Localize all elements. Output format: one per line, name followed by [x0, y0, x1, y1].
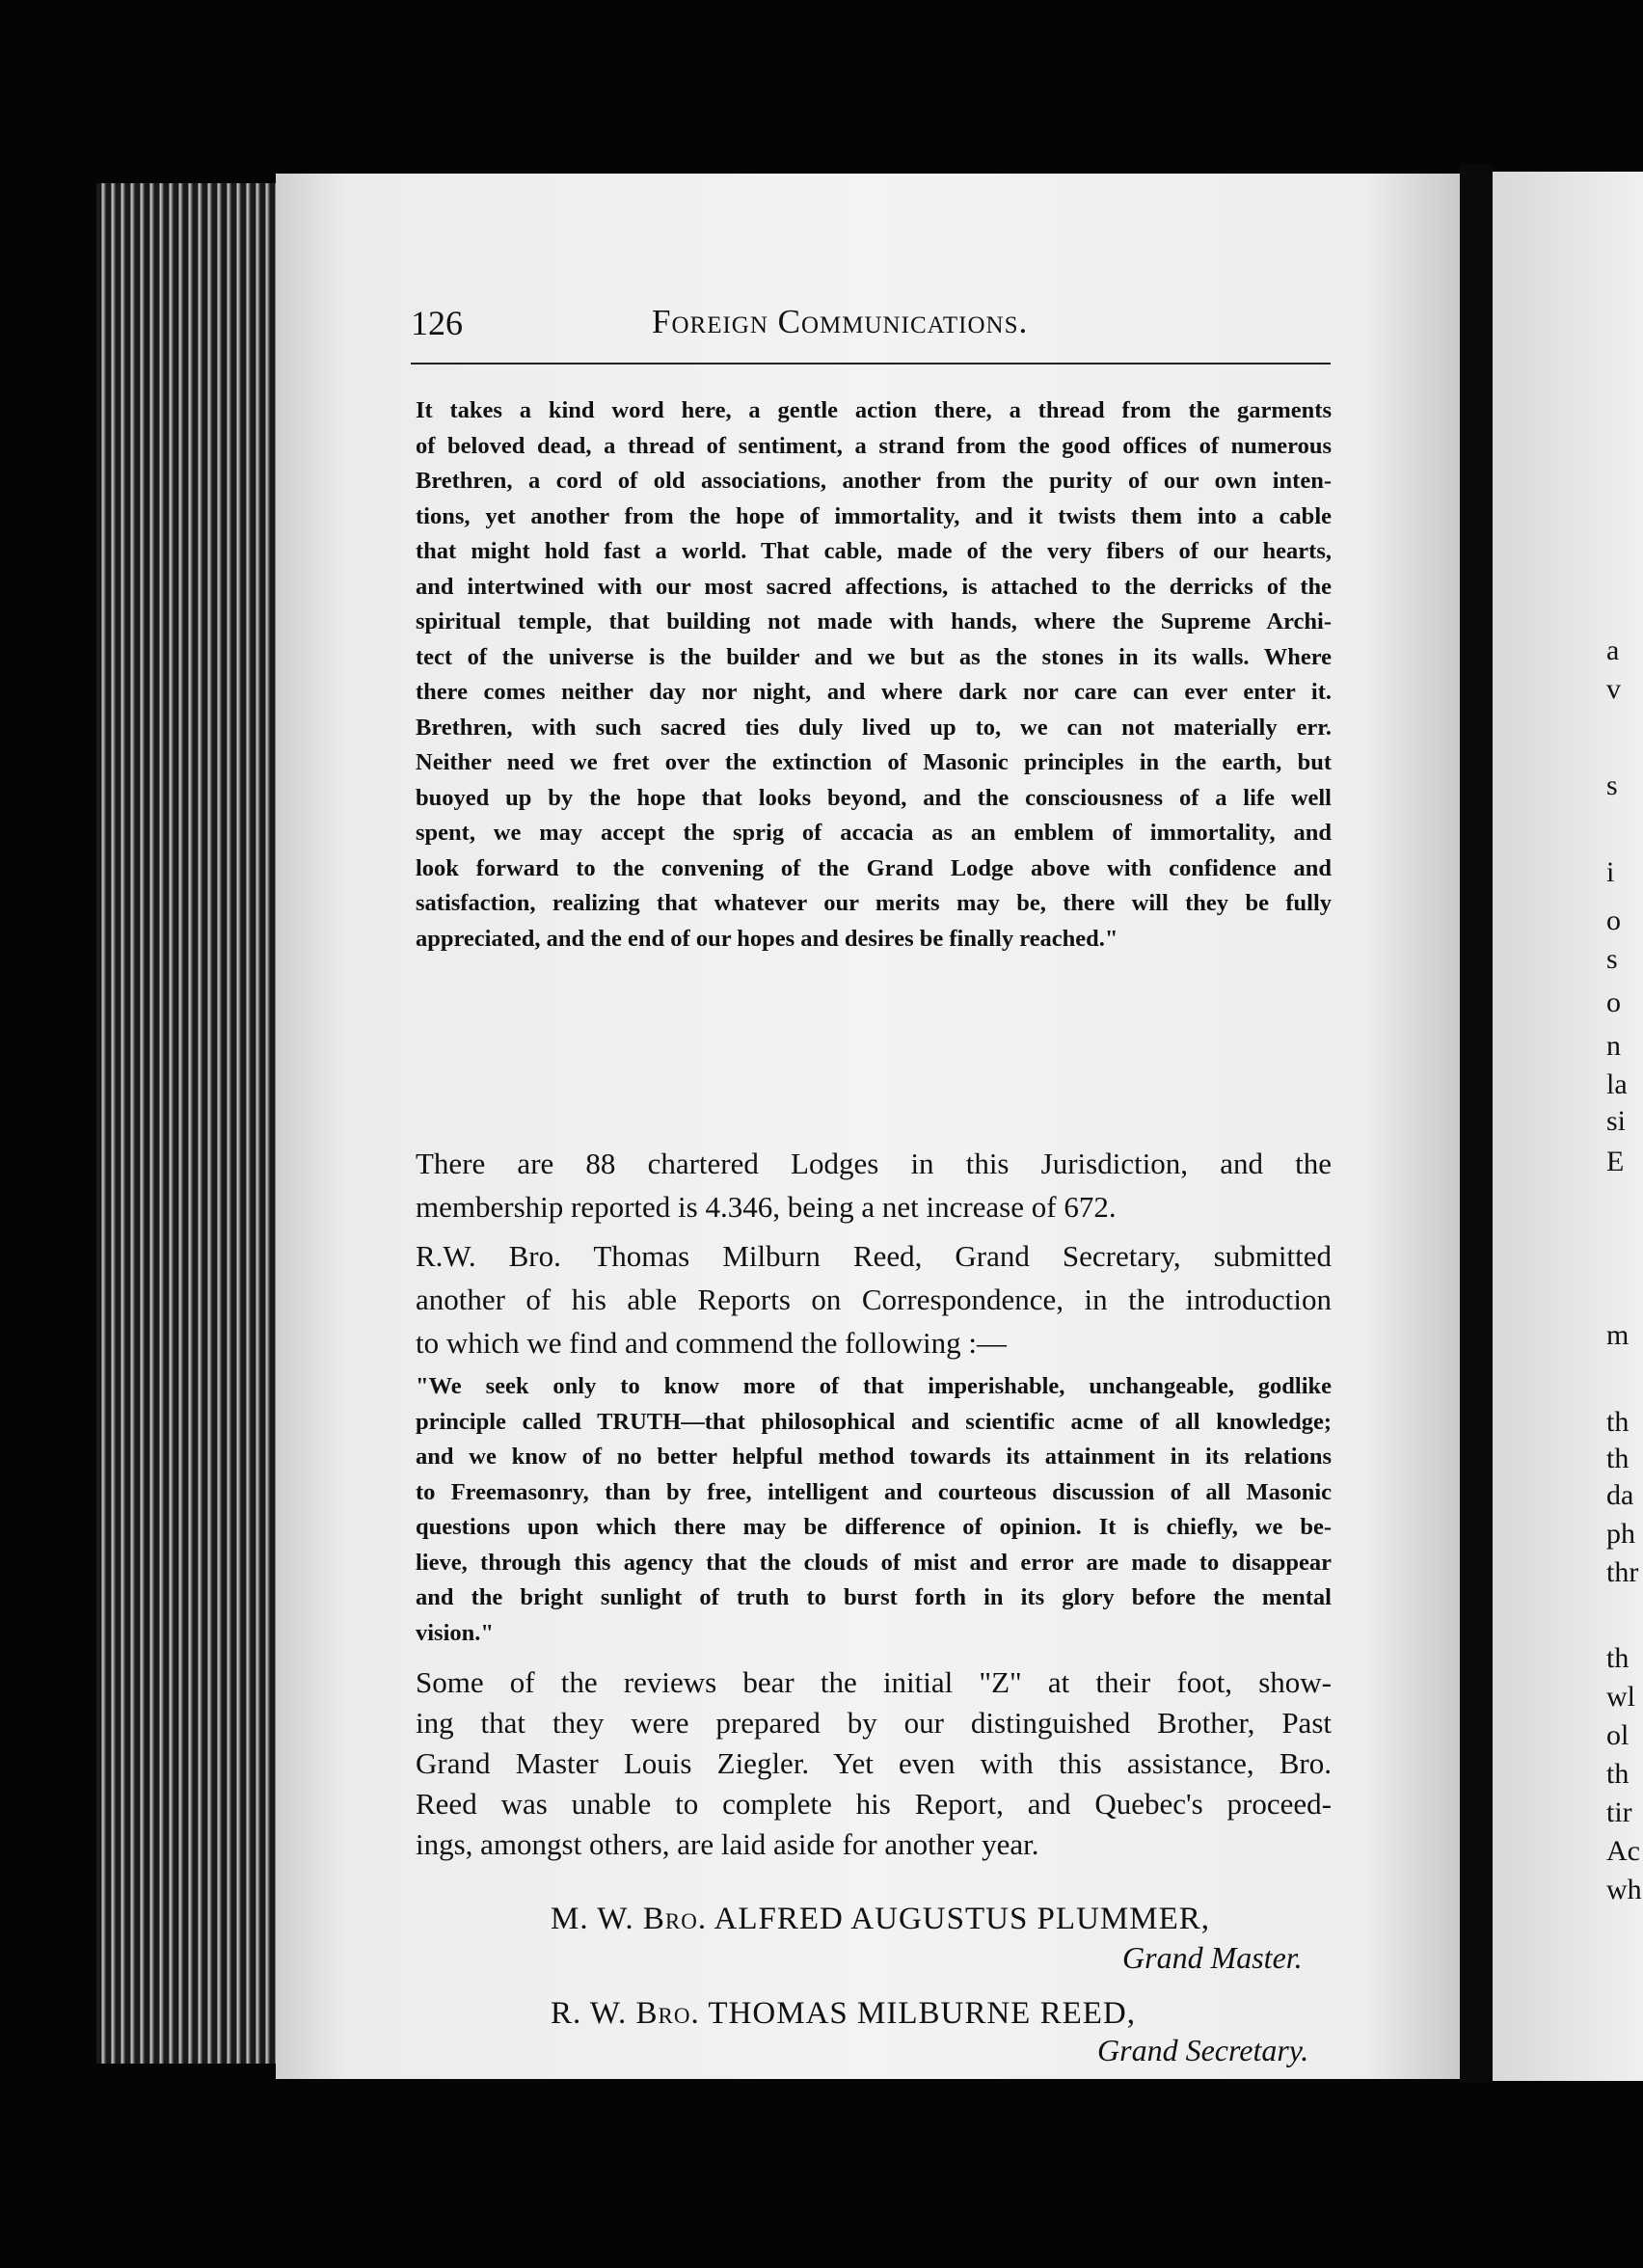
- text-line: of beloved dead, a thread of sentiment, a strand from the good offices of numerous: [416, 432, 1332, 459]
- facing-page-fragment: th: [1606, 1642, 1630, 1674]
- facing-page-fragment: ol: [1606, 1719, 1630, 1751]
- text-line: look forward to the convening of the Grand Lodge above with confidence and: [416, 854, 1332, 881]
- text-line: there comes neither day nor night, and where dark nor care can ever enter it.: [416, 679, 1332, 705]
- facing-page-fragment: o: [1606, 986, 1621, 1018]
- text-line: another of his able Reports on Correspondence, in the introduction: [416, 1282, 1332, 1316]
- text-line: tect of the universe is the builder and we but as the stones in its walls. Where: [416, 643, 1332, 670]
- text-line: Brethren, a cord of old associations, another from the purity of our own inten-: [416, 468, 1332, 494]
- signature-title: Grand Secretary.: [1097, 2033, 1309, 2067]
- facing-page-fragment: v: [1606, 673, 1621, 705]
- text-line: vision.": [416, 1619, 495, 1646]
- text-line: lieve, through this agency that the clouds of mist and error are made to disappear: [416, 1549, 1332, 1576]
- text-line: R.W. Bro. Thomas Milburn Reed, Grand Secretary, submitted: [416, 1239, 1332, 1273]
- facing-page-fragment: th: [1606, 1406, 1630, 1438]
- facing-page-fragment: Ac: [1606, 1835, 1640, 1867]
- facing-page-fragment: la: [1606, 1068, 1628, 1100]
- text-line: Neither need we fret over the extinction of Masonic principles in the earth, but: [416, 749, 1332, 775]
- text-line: Some of the reviews bear the initial "Z" at their foot, show-: [416, 1665, 1332, 1699]
- paragraph-reviews: [416, 1660, 1332, 1863]
- page-number: 126: [411, 304, 463, 342]
- facing-page-fragment: n: [1606, 1030, 1621, 1062]
- paragraph-lodges: [416, 1142, 1332, 1228]
- paragraph-report: [416, 1234, 1332, 1364]
- signature-name: ALFRED AUGUSTUS PLUMMER,: [714, 1902, 1211, 1936]
- facing-page-fragment: E: [1606, 1146, 1625, 1177]
- text-line: and intertwined with our most sacred affections, is attached to the derricks of the: [416, 573, 1332, 600]
- signature-prefix: R. W. Bro.: [551, 1996, 700, 2031]
- text-line: and the bright sunlight of truth to burst forth in its glory before the mental: [416, 1584, 1332, 1610]
- text-line: membership reported is 4.346, being a net increase of 672.: [416, 1190, 1117, 1224]
- text-line: It takes a kind word here, a gentle action there, a thread from the garments: [416, 397, 1332, 423]
- text-line: to which we find and commend the following :—: [416, 1326, 1007, 1360]
- text-line: spent, we may accept the sprig of accacia as an emblem of immortality, and: [416, 820, 1332, 846]
- text-line: ings, amongst others, are laid aside for another year.: [416, 1827, 1039, 1861]
- facing-page-fragment: s: [1606, 943, 1618, 975]
- facing-page-fragment: th: [1606, 1443, 1630, 1474]
- header-rule: [411, 363, 1331, 364]
- signature-prefix: M. W. Bro.: [551, 1902, 708, 1936]
- text-line: ing that they were prepared by our distinguished Brother, Past: [416, 1706, 1332, 1740]
- facing-page: [1493, 172, 1643, 2081]
- text-line: appreciated, and the end of our hopes and desires be finally reached.": [416, 925, 1118, 952]
- quote-block-2: [416, 1369, 1332, 1651]
- facing-page-fragment: a: [1606, 634, 1620, 666]
- signature-grand-master: [551, 1902, 1210, 1937]
- text-line: satisfaction, realizing that whatever our merits may be, there will they be fully: [416, 890, 1332, 916]
- text-line: principle called TRUTH—that philosophical and scientific acme of all knowledge;: [416, 1408, 1332, 1435]
- text-line: buoyed up by the hope that looks beyond, and the consciousness of a life well: [416, 784, 1332, 811]
- facing-page-fragment: si: [1606, 1105, 1627, 1137]
- text-line: to Freemasonry, than by free, intelligent and courteous discussion of all Masonic: [416, 1478, 1332, 1505]
- signature-name: THOMAS MILBURNE REED,: [708, 1996, 1136, 2031]
- facing-page-fragment: m: [1606, 1319, 1630, 1351]
- facing-page-fragment: thr: [1606, 1556, 1639, 1588]
- text-line: There are 88 chartered Lodges in this Jurisdiction, and the: [416, 1147, 1332, 1180]
- signature-grand-secretary: [551, 1996, 1136, 2032]
- text-line: Reed was unable to complete his Report, and Quebec's proceed-: [416, 1787, 1332, 1821]
- text-line: that might hold fast a world. That cable, made of the very fibers of our hearts,: [416, 538, 1332, 564]
- facing-page-fragment: s: [1606, 770, 1618, 801]
- quote-block-1: [416, 393, 1332, 957]
- facing-page-fragment: i: [1606, 856, 1615, 888]
- book-page: [276, 174, 1460, 2079]
- running-head: Foreign Communications.: [652, 303, 1029, 340]
- text-line: questions upon which there may be difference of opinion. It is chiefly, we be-: [416, 1514, 1332, 1540]
- text-line: Brethren, with such sacred ties duly lived up to, we can not materially err.: [416, 714, 1332, 741]
- facing-page-fragment: th: [1606, 1758, 1630, 1790]
- text-line: tions, yet another from the hope of immortality, and it twists them into a cable: [416, 502, 1332, 529]
- facing-page-fragment: wh: [1606, 1874, 1642, 1905]
- facing-page-fragment: tir: [1606, 1796, 1632, 1828]
- signature-title: Grand Master.: [1122, 1940, 1303, 1975]
- text-line: and we know of no better helpful method towards its attainment in its relations: [416, 1444, 1332, 1470]
- page-header: [411, 303, 1338, 347]
- facing-page-fragment: o: [1606, 904, 1621, 936]
- text-line: spiritual temple, that building not made with hands, where the Supreme Archi-: [416, 608, 1332, 634]
- facing-page-fragment: da: [1606, 1479, 1634, 1511]
- book-edge: [96, 183, 280, 2064]
- facing-page-fragment: ph: [1606, 1518, 1635, 1550]
- text-line: Grand Master Louis Ziegler. Yet even with this assistance, Bro.: [416, 1746, 1332, 1780]
- book-gutter: [1460, 164, 1493, 2083]
- facing-page-fragment: wl: [1606, 1681, 1635, 1713]
- text-line: "We seek only to know more of that imperishable, unchangeable, godlike: [416, 1373, 1332, 1399]
